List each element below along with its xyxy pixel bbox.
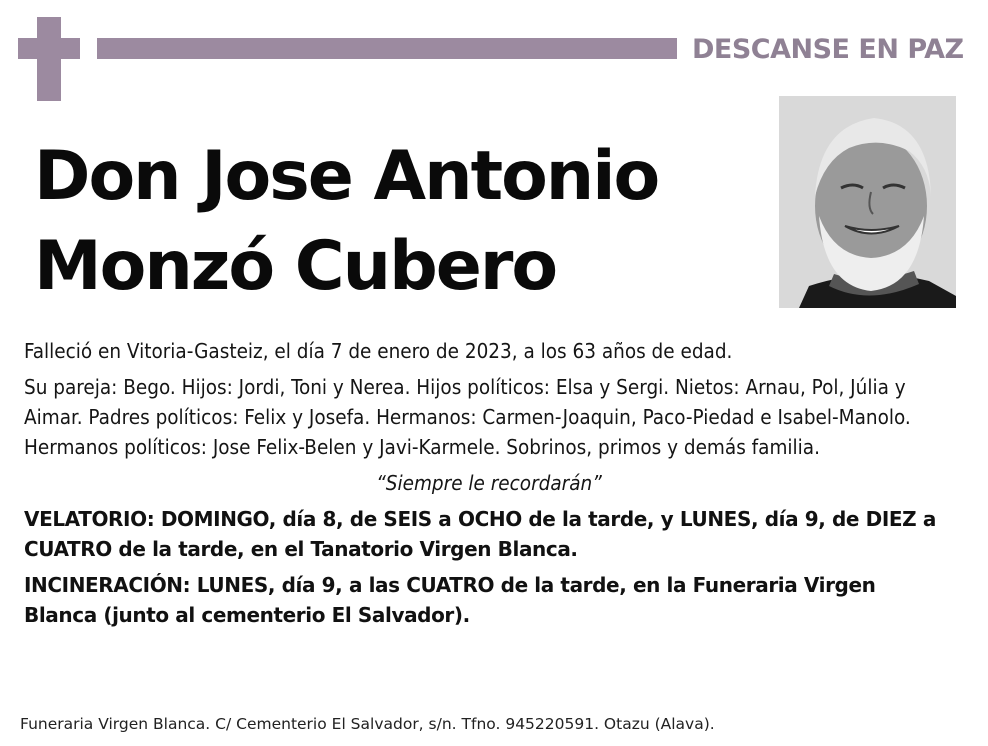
name-line-2: Monzó Cubero [34, 227, 557, 306]
name-line-1: Don Jose Antonio [34, 137, 659, 216]
wake-details: VELATORIO: DOMINGO, día 8, de SEIS a OCHO de la tarde, y LUNES, día 9, de DIEZ a CUATRO de la tarde, en el Tanatorio Virgen Blanca. [24, 507, 936, 561]
cremation-details: INCINERACIÓN: LUNES, día 9, a las CUATRO de la tarde, en la Funeraria Virgen Blanca (junto al cementerio El Salvador). [24, 573, 876, 627]
death-notice: Falleció en Vitoria-Gasteiz, el día 7 de enero de 2023, a los 63 años de edad. [24, 339, 733, 363]
rest-in-peace-label: DESCANSE EN PAZ [692, 34, 964, 65]
cross-icon-horizontal [18, 38, 80, 59]
family-list: Su pareja: Bego. Hijos: Jordi, Toni y Nerea. Hijos políticos: Elsa y Sergi. Nietos: Arnau, Pol, Júlia y Aimar. Padres políticos: Felix y Josefa. Hermanos: Carmen-Joaquin, Paco-Piedad e Isabel-Manolo. Hermanos políticos: Jose Felix-Belen y Javi-Karmele. Sobrinos, primos y demás familia. [24, 375, 911, 459]
portrait-photo [779, 96, 956, 308]
cross-icon-vertical [37, 17, 61, 101]
deceased-name [34, 132, 658, 312]
notice-body [24, 336, 954, 636]
portrait-image [779, 96, 956, 308]
header-rule [97, 38, 677, 59]
funeral-home-footer: Funeraria Virgen Blanca. C/ Cementerio El Salvador, s/n. Tfno. 945220591. Otazu (Alava). [20, 715, 715, 733]
memorial-quote: “Siempre le recordarán” [376, 471, 602, 495]
